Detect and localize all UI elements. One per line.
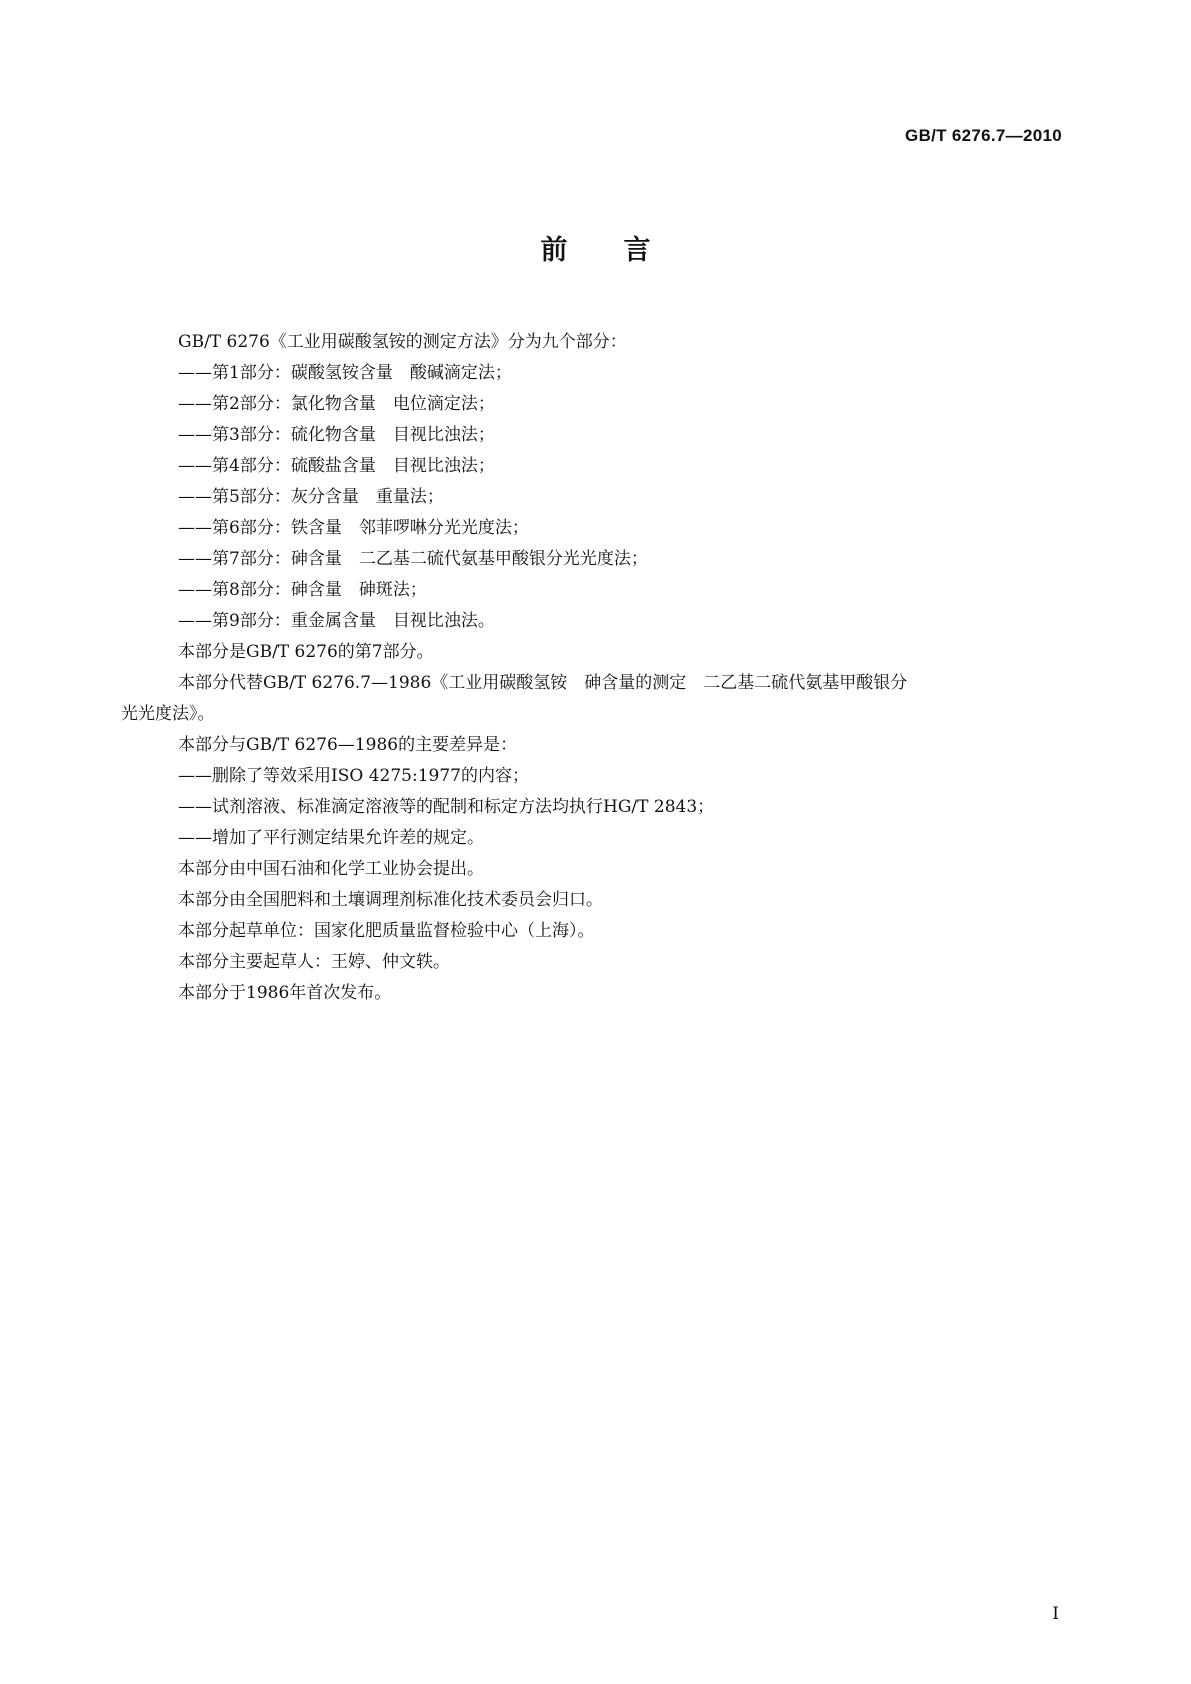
difference-item: ——删除了等效采用ISO 4275:1977的内容； [178,766,529,786]
document-body [121,327,1064,1009]
replaces-paragraph-line2: 光光度法》。 [121,704,215,724]
standard-code: GB/T 6276.7—2010 [905,126,1062,145]
part-list-item: ——第8部分：砷含量 砷斑法； [178,580,427,600]
part-list-item: ——第3部分：硫化物含量 目视比浊法； [178,425,495,445]
difference-item: ——增加了平行测定结果允许差的规定。 [178,828,484,848]
intro-paragraph: GB/T 6276《工业用碳酸氢铵的测定方法》分为九个部分： [178,332,627,352]
this-part-paragraph: 本部分是GB/T 6276的第7部分。 [178,642,434,662]
page-title: 前言 [540,235,707,266]
part-list-item: ——第1部分：碳酸氢铵含量 酸碱滴定法； [178,363,512,383]
replaces-paragraph-line1: 本部分代替GB/T 6276.7—1986《工业用碳酸氢铵 砷含量的测定 二乙基二硫代氨基甲酸银分 [178,673,908,693]
drafters-paragraph: 本部分主要起草人：王婷、仲文轶。 [178,952,450,972]
part-list-item: ——第2部分：氯化物含量 电位滴定法； [178,394,495,414]
centralized-by-paragraph: 本部分由全国肥料和土壤调理剂标准化技术委员会归口。 [178,890,603,910]
part-list-item: ——第5部分：灰分含量 重量法； [178,487,444,507]
part-list-item: ——第7部分：砷含量 二乙基二硫代氨基甲酸银分光光度法； [178,549,648,569]
drafting-unit-paragraph: 本部分起草单位：国家化肥质量监督检验中心（上海）。 [178,921,595,941]
part-list-item: ——第6部分：铁含量 邻菲啰啉分光光度法； [178,518,529,538]
part-list-item: ——第9部分：重金属含量 目视比浊法。 [178,611,495,631]
difference-item: ——试剂溶液、标准滴定溶液等的配制和标定方法均执行HG/T 2843； [178,797,715,817]
part-list-item: ——第4部分：硫酸盐含量 目视比浊法； [178,456,495,476]
proposed-by-paragraph: 本部分由中国石油和化学工业协会提出。 [178,859,484,879]
page-number: I [1052,1604,1059,1624]
first-published-paragraph: 本部分于1986年首次发布。 [178,983,392,1003]
differences-intro: 本部分与GB/T 6276—1986的主要差异是： [178,735,518,755]
